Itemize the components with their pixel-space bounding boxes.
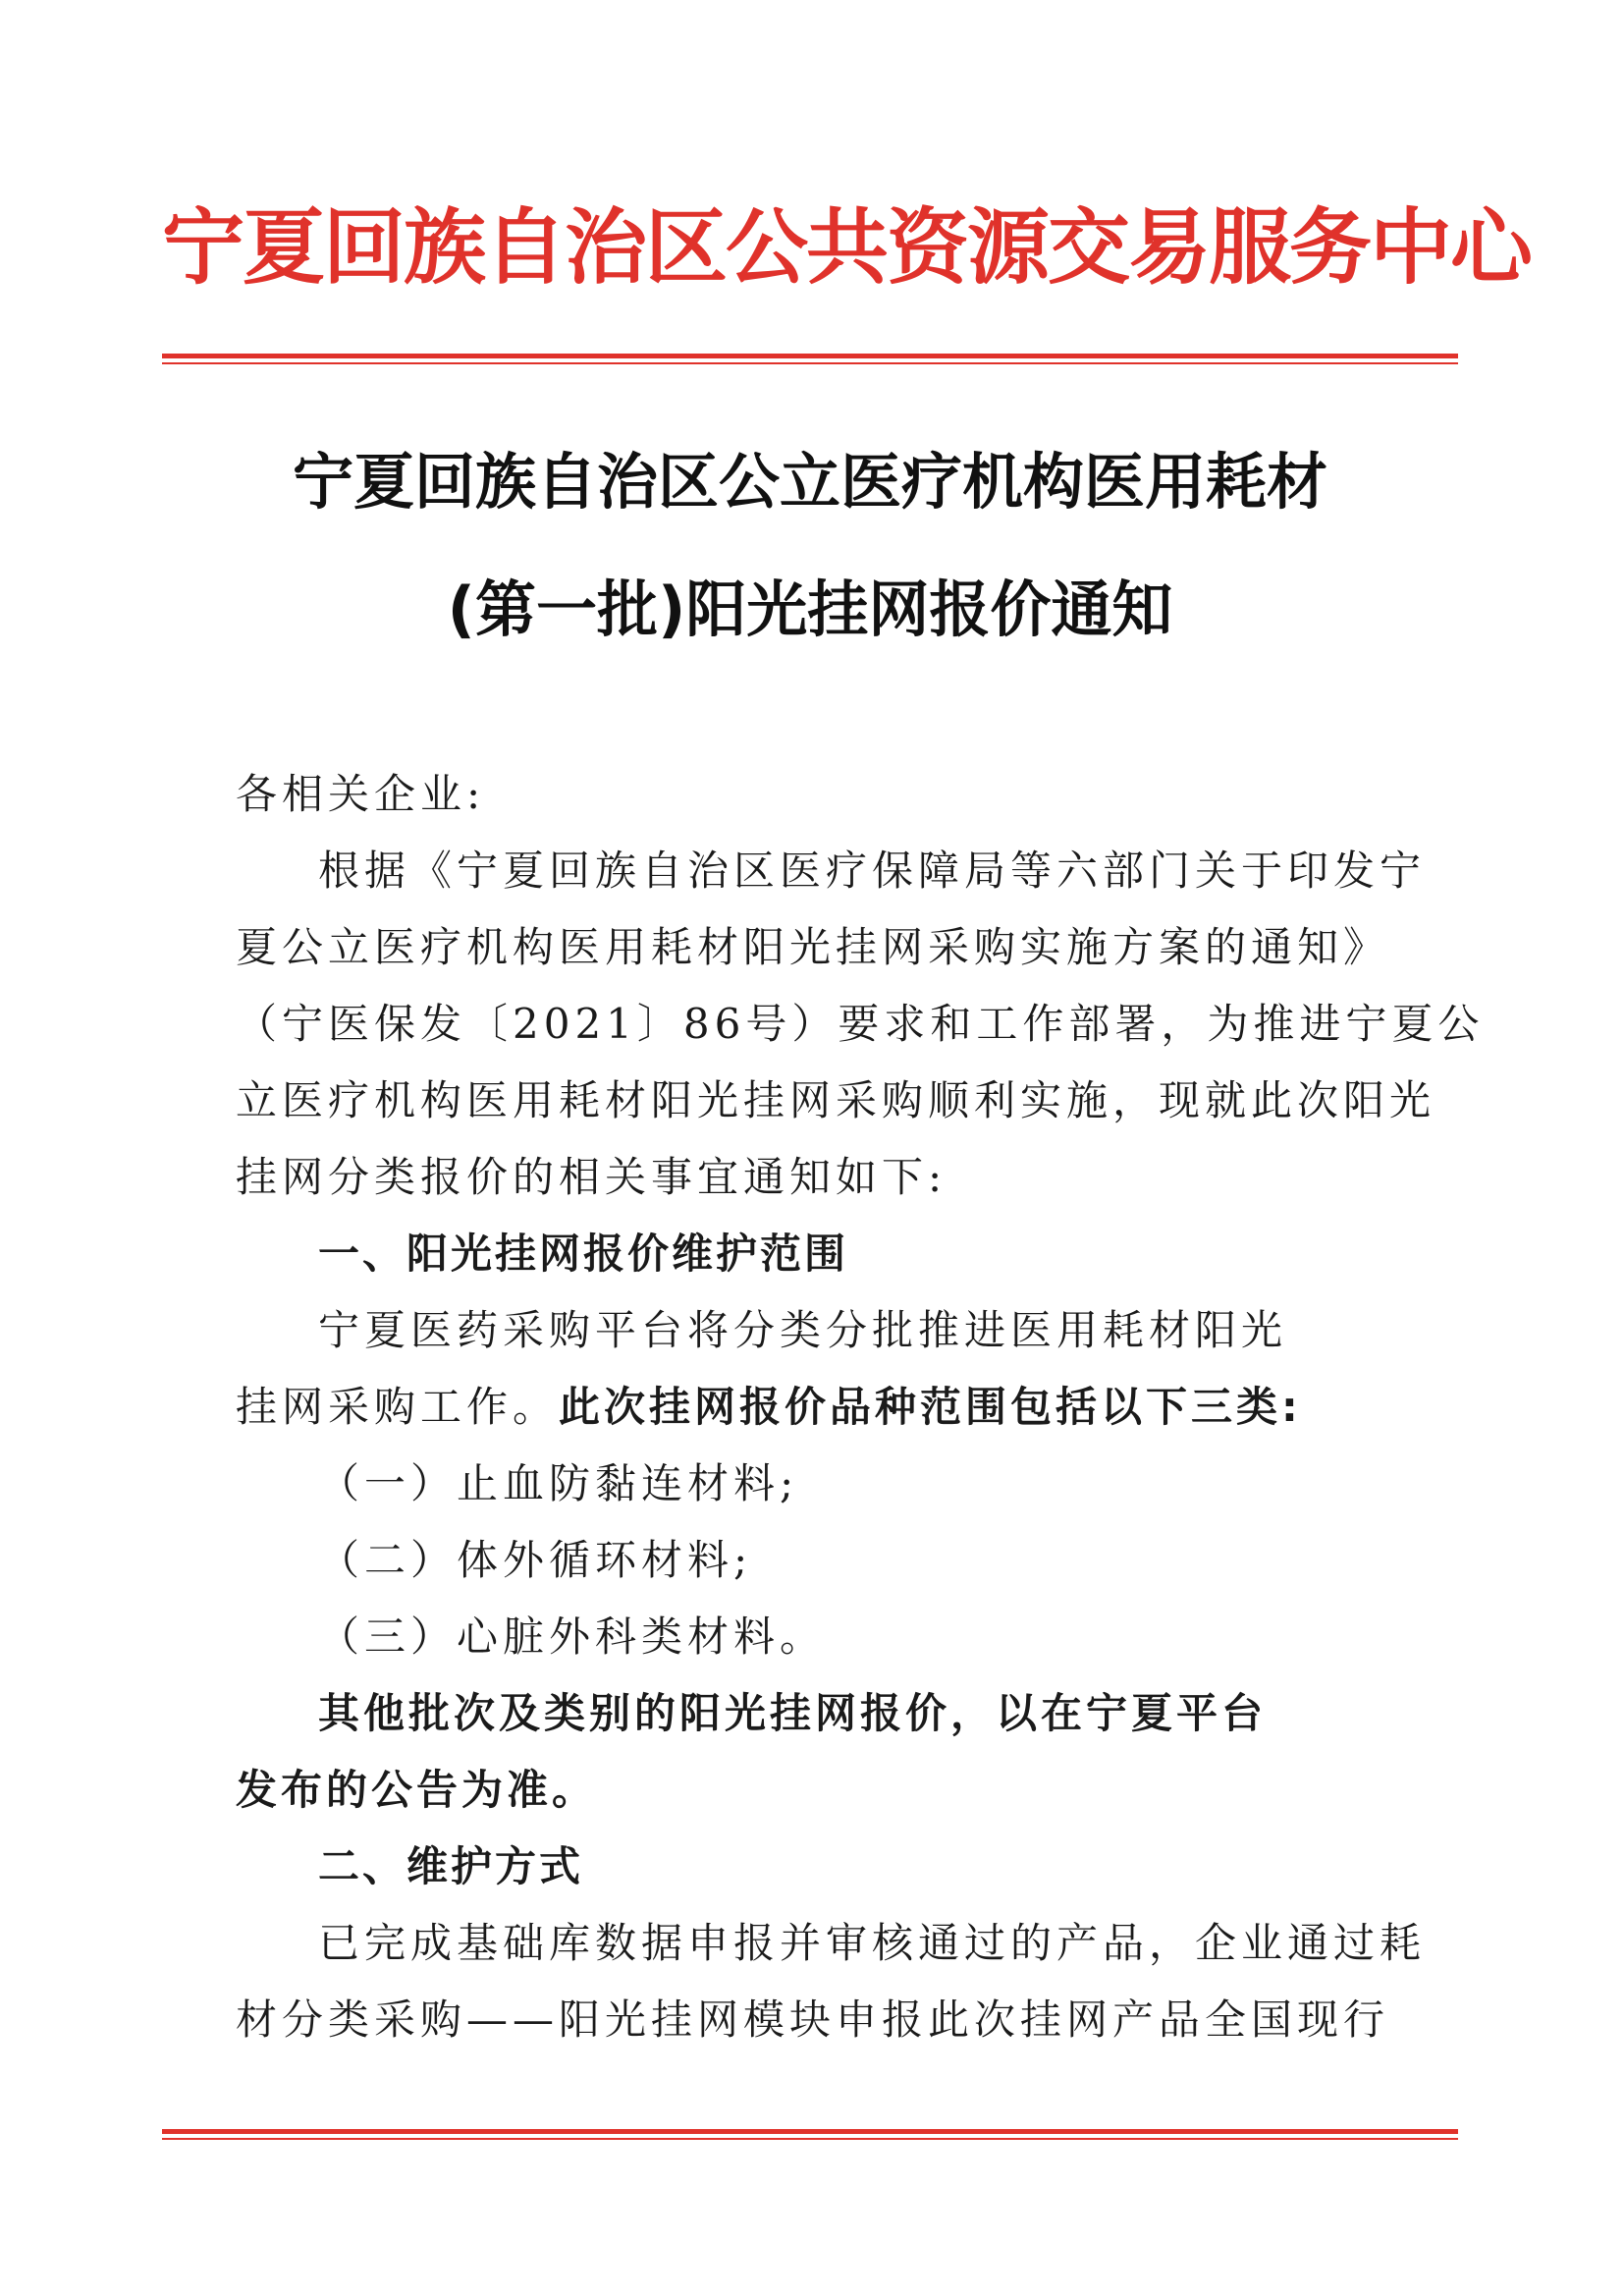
scope-list-item: （三）心脏外科类材料。	[318, 1613, 827, 1661]
intro-line: 挂网分类报价的相关事宜通知如下:	[236, 1153, 947, 1201]
section-1-heading: 一、阳光挂网报价维护范围	[318, 1230, 849, 1278]
section-2-heading: 二、维护方式	[318, 1842, 584, 1890]
footer-divider-thick	[162, 2129, 1458, 2134]
header-divider-thick	[162, 354, 1458, 358]
section-2-paragraph-line: 材分类采购——阳光挂网模块申报此次挂网产品全国现行	[236, 1995, 1390, 2044]
intro-line: 根据《宁夏回族自治区医疗保障局等六部门关于印发宁	[318, 847, 1427, 895]
organization-header: 宁夏回族自治区公共资源交易服务中心	[162, 199, 1532, 296]
footer-divider-thin	[162, 2138, 1458, 2140]
scope-list-item: （一）止血防黏连材料;	[318, 1459, 799, 1507]
intro-line: 夏公立医疗机构医用耗材阳光挂网采购实施方案的通知》	[236, 923, 1390, 971]
intro-line: 立医疗机构医用耗材阳光挂网采购顺利实施，现就此次阳光	[236, 1076, 1436, 1124]
section-2-paragraph-line: 已完成基础库数据申报并审核通过的产品，企业通过耗	[318, 1919, 1427, 1967]
section-1-paragraph-text: 挂网采购工作。	[236, 1383, 560, 1431]
footer-divider	[162, 2129, 1458, 2140]
header-divider	[162, 354, 1458, 364]
section-1-scope-emphasis: 此次挂网报价品种范围包括以下三类:	[559, 1383, 1302, 1431]
scope-list-item: （二）体外循环材料;	[318, 1536, 753, 1584]
section-1-note-line: 其他批次及类别的阳光挂网报价，以在宁夏平台	[318, 1689, 1268, 1737]
salutation: 各相关企业:	[236, 770, 486, 818]
document-title-line-1: 宁夏回族自治区公立医疗机构医用耗材	[292, 446, 1327, 518]
header-divider-thin	[162, 362, 1458, 364]
section-1-paragraph-line	[236, 1369, 1384, 1446]
section-1-note-line: 发布的公告为准。	[236, 1766, 598, 1814]
intro-line: （宁医保发〔2021〕86号）要求和工作部署，为推进宁夏公	[236, 1000, 1485, 1048]
document-body	[236, 756, 1485, 2058]
document-title-line-2: (第一批)阳光挂网报价通知	[447, 574, 1173, 645]
section-1-paragraph-line: 宁夏医药采购平台将分类分批推进医用耗材阳光	[318, 1306, 1288, 1354]
